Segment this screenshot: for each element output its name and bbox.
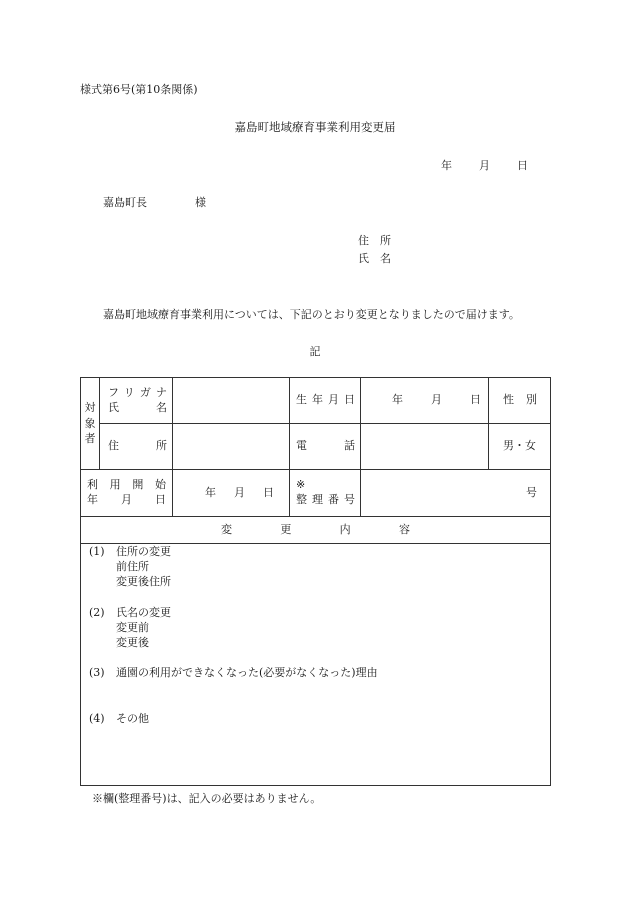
subject-char: 象 [84, 416, 96, 430]
changes-list [81, 544, 550, 784]
start-label-1: 利用開始 [87, 478, 166, 492]
sex-label: 性別 [503, 393, 537, 407]
changes-header: 変更内容 [221, 522, 410, 536]
subject-char: 対 [84, 400, 96, 414]
date-day: 日 [517, 159, 528, 172]
changes-header-cell [81, 517, 551, 544]
document-title: 嘉島町地域療育事業利用変更届 [234, 120, 396, 134]
change-1-number: (1) [89, 545, 105, 558]
subject-label [81, 378, 100, 470]
address-input-cell[interactable] [173, 424, 290, 470]
ref-suffix: 号 [526, 485, 537, 499]
changes-body[interactable] [81, 544, 551, 786]
change-3-number: (3) [89, 666, 105, 679]
mark: ※ [296, 478, 306, 492]
furigana-label: フリガナ [108, 385, 167, 399]
honorific: 様 [195, 196, 206, 209]
phone-label: 電話 [296, 439, 355, 453]
change-1-title: 住所の変更 [116, 545, 171, 558]
change-2-before: 変更前 [116, 621, 149, 634]
change-4-number: (4) [89, 712, 105, 725]
start-label-2: 年月日 [87, 493, 166, 506]
applicant-name-label: 氏 名 [358, 252, 391, 265]
ref-label-cell [290, 470, 361, 517]
name-label: 氏名 [108, 400, 167, 414]
intro-statement: 嘉島町地域療育事業利用については、下記のとおり変更となりましたので届けます。 [103, 308, 520, 321]
birthdate-day: 日 [470, 393, 481, 407]
addressee-line [103, 194, 206, 210]
start-date-input-cell[interactable] [173, 470, 290, 517]
form-table [80, 377, 551, 786]
change-2-title: 氏名の変更 [116, 606, 171, 619]
start-month: 月 [234, 485, 245, 499]
sex-options[interactable]: 男・女 [489, 424, 551, 470]
change-1-before: 前住所 [116, 560, 149, 573]
ki-heading: 記 [309, 345, 321, 358]
change-4-title: その他 [116, 712, 149, 725]
start-day: 日 [263, 485, 274, 499]
name-input-cell[interactable] [173, 378, 290, 424]
sex-label-cell [489, 378, 551, 424]
change-3-title: 通園の利用ができなくなった(必要がなくなった)理由 [116, 666, 378, 679]
furigana-name-label-cell [100, 378, 173, 424]
birthdate-input-cell[interactable] [361, 378, 489, 424]
address-label-cell [100, 424, 173, 470]
start-date-label-cell [81, 470, 173, 517]
ref-label: 整理番号 [296, 493, 355, 506]
addressee: 嘉島町長 [103, 196, 147, 209]
start-ymd [173, 486, 289, 501]
date-month: 月 [479, 159, 490, 172]
ref-number-cell[interactable] [361, 470, 551, 517]
subject-char: 者 [84, 432, 96, 446]
phone-label-cell [290, 424, 361, 470]
address-label: 住所 [108, 439, 167, 453]
footnote: ※欄(整理番号)は、記入の必要はありません。 [92, 792, 322, 805]
birthdate-label: 生年月日 [296, 393, 355, 407]
birthdate-year: 年 [392, 393, 403, 407]
change-2-after: 変更後 [116, 636, 149, 649]
submission-date [441, 157, 528, 173]
change-1-after: 変更後住所 [116, 575, 171, 588]
birthdate-ymd [361, 393, 488, 408]
start-year: 年 [205, 485, 216, 499]
birthdate-month: 月 [431, 393, 442, 407]
applicant-address-label: 住 所 [358, 234, 391, 247]
change-2-number: (2) [89, 606, 105, 619]
birthdate-label-cell [290, 378, 361, 424]
phone-input-cell[interactable] [361, 424, 489, 470]
date-year: 年 [441, 159, 452, 172]
form-number: 様式第6号(第10条関係) [80, 83, 198, 96]
